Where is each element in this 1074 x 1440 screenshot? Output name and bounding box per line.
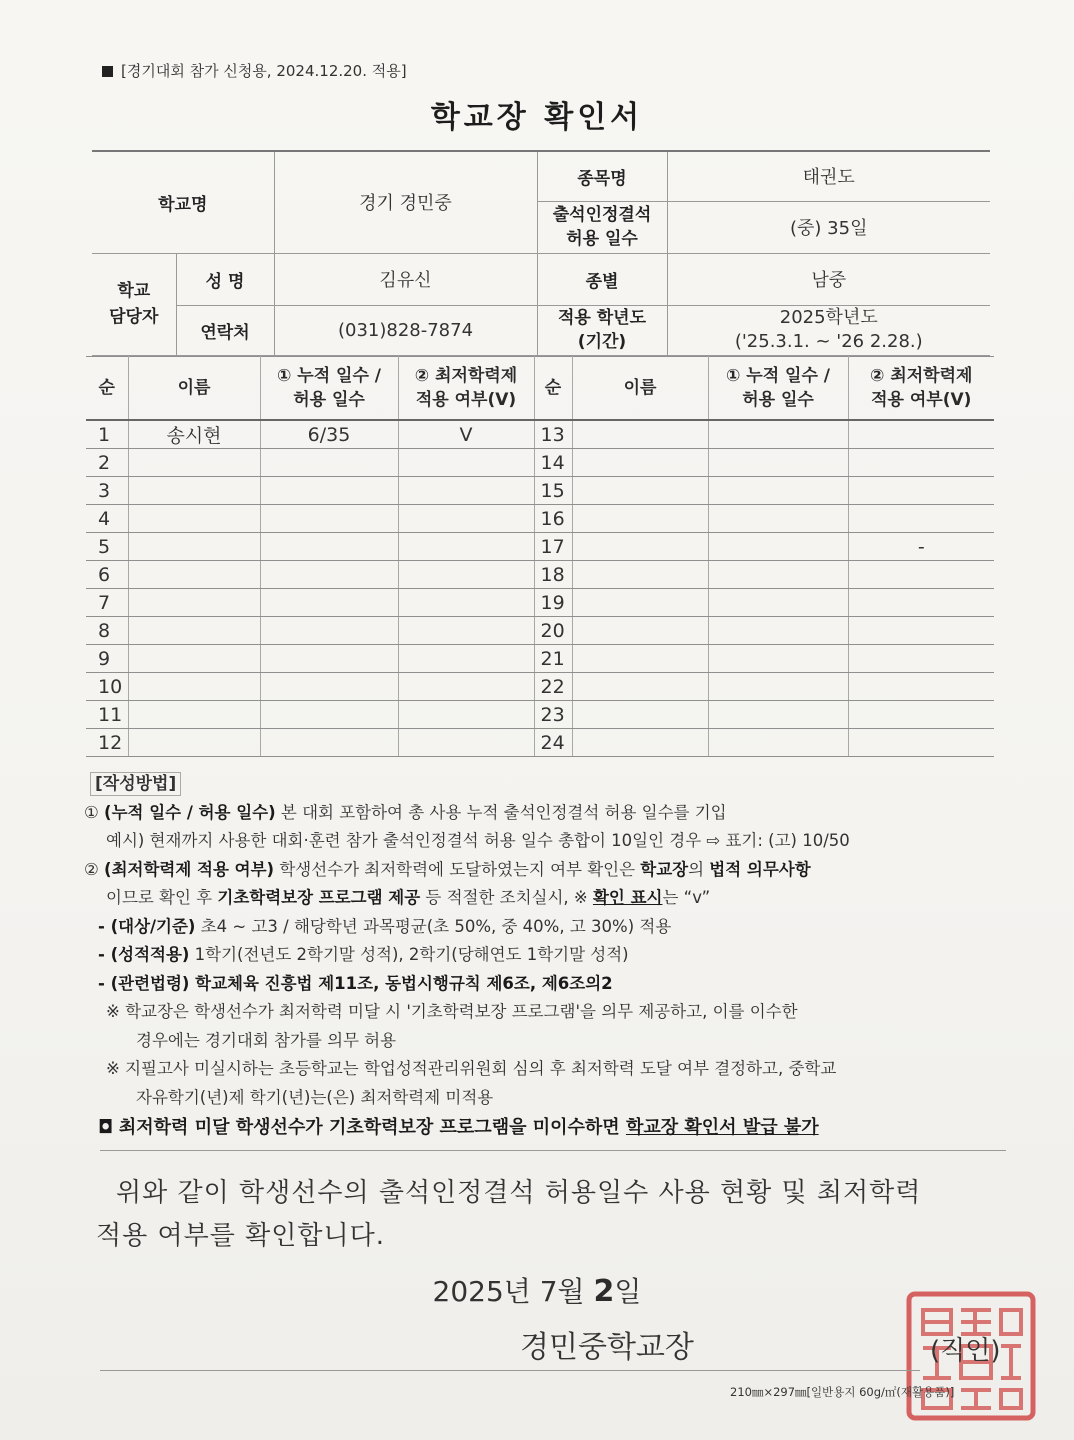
row-number: 2 [86,449,128,477]
form-version-text: [경기대회 참가 신청용, 2024.12.20. 적용] [121,62,407,80]
item2-text-c: 의 [688,859,710,879]
student-name [572,505,708,533]
cumulative-days [260,477,398,505]
min-academic-check [398,729,534,757]
student-name [128,561,260,589]
table-row [86,420,994,449]
header-name-2: 이름 [572,357,708,421]
year-label-line1: 적용 학년도 [557,308,647,328]
cumulative-days [708,701,848,729]
min-academic-check [848,561,994,589]
instructions-heading: [작성방법] [90,772,181,796]
manager-label-line2: 담당자 [109,307,159,327]
allowed-days-label-line2: 허용 일수 [566,229,638,249]
table-row [86,477,994,505]
row-number: 20 [534,617,572,645]
cumulative-days [260,701,398,729]
min-academic-check [848,589,994,617]
detail1-text: 초4 ~ 고3 / 해당학년 과목평균(초 50%, 중 40%, 고 30%) 적용 [195,916,672,936]
header-seq-2: 순 [534,357,572,421]
warning-line [84,1114,1014,1143]
header-days-2-line2: 허용 일수 [742,390,814,410]
school-value: 경기 경민중 [274,151,537,253]
warning-text: 최저학력 미달 학생선수가 기초학력보장 프로그램을 미이수하면 [118,1117,626,1138]
row-number: 10 [86,673,128,701]
row-number: 17 [534,533,572,561]
confirm-line1: 위와 같이 학생선수의 출석인정결석 허용일수 사용 현황 및 최저학력 [116,1178,922,1208]
manager-label-line1: 학교 [117,281,151,301]
student-name [128,617,260,645]
header-days-line1: ① 누적 일수 / [276,366,382,386]
paper-size-footnote: 210㎜×297㎜[일반용지 60g/㎡(재활용품)] [730,1385,955,1399]
student-name [572,477,708,505]
warning-underlined: 학교장 확인서 발급 불가 [625,1117,819,1138]
table-row [86,701,994,729]
detail2-text: 1학기(전년도 2학기말 성적), 2학기(당해연도 1학기말 성적) [189,945,629,964]
header-min-2-line1: ② 최저학력제 [870,366,973,386]
min-academic-check [848,420,994,449]
table-row [86,645,994,673]
item2-line2-d: 확인 표시 [592,888,663,907]
cumulative-days [708,449,848,477]
item1-mark: ① [84,802,99,822]
row-number: 14 [534,449,572,477]
student-name [572,701,708,729]
student-name [572,561,708,589]
row-number: 4 [86,505,128,533]
student-name [128,673,260,701]
min-academic-check [398,561,534,589]
contact-label: 연락처 [176,305,274,355]
header-min [398,357,534,421]
row-number: 8 [86,617,128,645]
principal-title: 경민중학교장 [520,1330,694,1365]
item2-line2-c: 등 적절한 조치실시, ※ [420,888,593,907]
item2-line2-a: 이므로 확인 후 [106,888,218,907]
row-number: 13 [534,420,572,449]
row-number: 5 [86,533,128,561]
cumulative-days [260,729,398,757]
item2-text-a: 학생선수가 최저학력에 도달하였는지 여부 확인은 [274,859,641,879]
cumulative-days [708,589,848,617]
table-row [86,449,994,477]
year-value-line1: 2025학년도 [779,307,878,328]
cumulative-days: 6/35 [260,420,398,449]
table-row [86,505,994,533]
year-label [537,305,667,355]
date-day: 2 [593,1274,615,1309]
note1-line1: ※ 학교장은 학생선수가 최저학력 미달 시 '기초학력보장 프로그램'을 의무 제공하고, 이를 이수한 [106,1002,798,1021]
student-name [572,589,708,617]
student-name [128,645,260,673]
student-name [128,589,260,617]
cumulative-days [708,617,848,645]
item2-bold-b: 학교장 [640,859,689,879]
cumulative-days [708,729,848,757]
student-name [572,673,708,701]
row-number: 22 [534,673,572,701]
row-number: 24 [534,729,572,757]
min-academic-check: V [398,420,534,449]
square-bullet-icon [102,66,113,77]
min-academic-check [848,505,994,533]
min-academic-check [848,673,994,701]
row-number: 11 [86,701,128,729]
divider-top [100,1150,1006,1151]
student-name [572,729,708,757]
table-row [86,589,994,617]
min-academic-check [398,701,534,729]
cumulative-days [260,673,398,701]
manager-label [92,253,176,355]
min-academic-check [848,477,994,505]
student-name [128,729,260,757]
document-title: 학교장 확인서 [430,100,644,135]
form-version-note [102,60,407,81]
min-academic-check [848,729,994,757]
cumulative-days [260,533,398,561]
min-academic-check [848,617,994,645]
year-value [667,305,990,355]
row-number: 1 [86,420,128,449]
min-academic-check [398,533,534,561]
category-value: 남중 [667,253,990,305]
row-number: 19 [534,589,572,617]
cumulative-days [708,420,848,449]
note2-line1: ※ 지필고사 미실시하는 초등학교는 학업성적관리위원회 심의 후 최저학력 도달 여부 결정하고, 중학교 [106,1059,837,1078]
min-academic-check [398,477,534,505]
date-suffix: 일 [614,1275,642,1308]
student-name [572,420,708,449]
item2-line2-b: 기초학력보장 프로그램 제공 [217,888,421,907]
table-row [86,729,994,757]
contact-value: (031)828-7874 [274,305,537,355]
header-days-line2: 허용 일수 [293,390,365,410]
allowed-days-value: (중) 35일 [667,201,990,253]
header-days [260,357,398,421]
row-number: 16 [534,505,572,533]
cumulative-days [260,617,398,645]
cumulative-days [260,561,398,589]
student-table [86,356,994,757]
allowed-days-label-line1: 출석인정결석 [552,205,652,225]
min-academic-check [398,617,534,645]
detail3-title: - (관련법령) [98,973,190,993]
note1-line2: 경우에는 경기대회 참가를 의무 허용 [136,1030,397,1050]
min-academic-check [398,645,534,673]
cumulative-days [708,505,848,533]
table-row [86,533,994,561]
min-academic-check [848,701,994,729]
student-name: 송시현 [128,420,260,449]
item2-bold-d: 법적 의무사항 [709,859,811,879]
header-min-2-line2: 적용 여부(V) [871,390,972,410]
header-min-line1: ② 최저학력제 [414,366,518,386]
row-number: 15 [534,477,572,505]
cumulative-days [708,477,848,505]
table-row [86,617,994,645]
school-label: 학교명 [92,151,274,253]
instructions [84,770,1014,1143]
min-academic-check [398,505,534,533]
year-value-line2: ('25.3.1. ~ '26 2.28.) [734,331,923,352]
info-table [92,150,990,356]
seal-label: (직인) [930,1336,1001,1366]
allowed-days-label [537,201,667,253]
row-number: 12 [86,729,128,757]
cumulative-days [260,449,398,477]
cumulative-days [708,561,848,589]
student-name [572,533,708,561]
confirm-line2: 적용 여부를 확인합니다. [96,1221,385,1251]
student-name [128,449,260,477]
row-number: 3 [86,477,128,505]
student-name [128,505,260,533]
detail1-title: - (대상/기준) [98,916,196,936]
cumulative-days [708,673,848,701]
item2-line2-e: 는 “v” [662,888,711,907]
table-row [86,673,994,701]
min-academic-check [398,673,534,701]
row-number: 7 [86,589,128,617]
student-name [128,533,260,561]
min-academic-check: - [848,533,994,561]
cumulative-days [260,589,398,617]
row-number: 18 [534,561,572,589]
student-name [572,617,708,645]
item2-title: (최저학력제 적용 여부) [104,859,275,879]
sport-value: 태권도 [667,151,990,201]
header-seq: 순 [86,357,128,421]
row-number: 9 [86,645,128,673]
student-name [128,477,260,505]
sport-label: 종목명 [537,151,667,201]
cumulative-days [708,533,848,561]
min-academic-check [848,449,994,477]
header-min-line2: 적용 여부(V) [415,390,517,410]
student-name [572,645,708,673]
row-number: 23 [534,701,572,729]
detail3-text: 학교체육 진흥법 제11조, 동법시행규칙 제6조, 제6조의2 [189,973,613,993]
detail2-title: - (성적적용) [98,945,190,964]
confirmation-statement [96,1172,996,1258]
row-number: 21 [534,645,572,673]
cumulative-days [708,645,848,673]
note2-line2: 자유학기(년)제 학기(년)는(은) 최저학력제 미적용 [136,1087,494,1107]
header-days-2 [708,357,848,421]
row-number: 6 [86,561,128,589]
header-min-2 [848,357,994,421]
table-row [86,561,994,589]
year-label-line2: (기간) [577,332,627,352]
min-academic-check [398,589,534,617]
date-year-month: 2025년 7월 [432,1275,585,1308]
item2-mark: ② [84,859,99,879]
header-name: 이름 [128,357,260,421]
min-academic-check [398,449,534,477]
item1-text: 본 대회 포함하여 총 사용 누적 출석인정결석 허용 일수를 기입 [275,802,727,822]
min-academic-check [848,645,994,673]
divider-bottom [100,1370,920,1371]
item1-example: 예시) 현재까지 사용한 대회·훈련 참가 출석인정결석 허용 일수 총합이 10일인 경우 ⇨ 표기: (고) 10/50 [106,831,850,850]
student-name [128,701,260,729]
cumulative-days [260,645,398,673]
category-label: 종별 [537,253,667,305]
item1-title: (누적 일수 / 허용 일수) [104,802,276,822]
header-days-2-line1: ① 누적 일수 / [725,366,831,386]
name-value: 김유신 [274,253,537,305]
name-label: 성 명 [176,253,274,305]
warning-icon: ◘ [98,1117,114,1138]
cumulative-days [260,505,398,533]
student-name [572,449,708,477]
